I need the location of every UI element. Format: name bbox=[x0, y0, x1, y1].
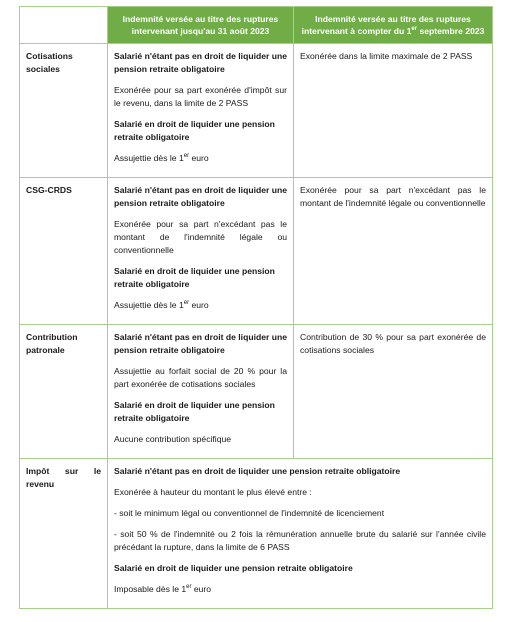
row-label-csg: CSG-CRDS bbox=[20, 178, 108, 325]
cell-cotisations-before bbox=[108, 44, 294, 178]
case-not-eligible-title: Salarié n'étant pas en droit de liquider une pension retraite obligatoire bbox=[114, 185, 287, 208]
header-until-aug-2023: Indemnité versée au titre des ruptures intervenant jusqu'au 31 août 2023 bbox=[108, 7, 294, 44]
row-label-line1 bbox=[26, 465, 101, 478]
case-not-eligible-text: Exonérée pour sa part exonérée d'impôt sur le revenu, dans la limite de 2 PASS bbox=[114, 85, 287, 108]
cell-csg-after bbox=[294, 178, 493, 325]
cell-contribution-before bbox=[108, 325, 294, 459]
case-eligible-text: Assujettie dès le 1er euro bbox=[114, 300, 209, 310]
rule-text: Contribution de 30 % pour sa part exonérée de cotisations sociales bbox=[300, 332, 486, 355]
bullet-fifty-percent: - soit 50 % de l'indemnité ou 2 fois la rémunération annuelle brute du salarié sur l'année civile précédant la rupture, dans la limite de 6 PASS bbox=[114, 529, 486, 552]
row-impot-revenu bbox=[20, 459, 493, 609]
case-eligible-title: Salarié en droit de liquider une pension retraite obligatoire bbox=[114, 400, 275, 423]
row-label-word: sur bbox=[64, 466, 79, 476]
cell-contribution-after bbox=[294, 325, 493, 459]
bullet-minimum: - soit le minimum légal ou conventionnel de l'indemnité de licenciement bbox=[114, 508, 385, 518]
header-from-sep-2023: Indemnité versée au titre des ruptures intervenant à compter du 1er septembre 2023 bbox=[294, 7, 493, 44]
case-not-eligible-title: Salarié n'étant pas en droit de liquider une pension retraite obligatoire bbox=[114, 466, 401, 476]
case-not-eligible-title: Salarié n'étant pas en droit de liquider une pension retraite obligatoire bbox=[114, 51, 287, 74]
row-label-line2: revenu bbox=[26, 479, 55, 489]
case-eligible-title: Salarié en droit de liquider une pension retraite obligatoire bbox=[114, 563, 353, 573]
case-eligible-title: Salarié en droit de liquider une pension retraite obligatoire bbox=[114, 266, 275, 289]
header-empty-cell bbox=[20, 7, 108, 44]
row-label-cotisations: Cotisations sociales bbox=[20, 44, 108, 178]
row-csg-crds bbox=[20, 178, 493, 325]
rule-text: Exonérée pour sa part n'excédant pas le montant de l'indemnité légale ou conventionnelle bbox=[300, 185, 486, 208]
cell-cotisations-after bbox=[294, 44, 493, 178]
case-not-eligible-title: Salarié n'étant pas en droit de liquider une pension retraite obligatoire bbox=[114, 332, 287, 355]
rule-text: Exonérée dans la limite maximale de 2 PASS bbox=[300, 51, 473, 61]
indemnity-comparison-table bbox=[19, 6, 493, 609]
case-eligible-title: Salarié en droit de liquider une pension retraite obligatoire bbox=[114, 119, 275, 142]
row-label-word: le bbox=[93, 466, 101, 476]
row-label-impot bbox=[20, 459, 108, 609]
row-contribution-patronale bbox=[20, 325, 493, 459]
row-cotisations-sociales bbox=[20, 44, 493, 178]
case-not-eligible-text: Exonérée pour sa part n'excédant pas le montant de l'indemnité légale ou conventionnelle bbox=[114, 219, 287, 255]
case-eligible-text: Assujettie dès le 1er euro bbox=[114, 153, 209, 163]
cell-csg-before bbox=[108, 178, 294, 325]
row-label-word: Impôt bbox=[26, 466, 50, 476]
cell-impot-merged bbox=[108, 459, 493, 609]
case-eligible-text: Imposable dès le 1er euro bbox=[114, 584, 212, 594]
header-row bbox=[20, 7, 493, 44]
case-not-eligible-text: Exonérée à hauteur du montant le plus élevé entre : bbox=[114, 487, 312, 497]
case-not-eligible-text: Assujettie au forfait social de 20 % pour la part exonérée de cotisations sociales bbox=[114, 366, 287, 389]
case-eligible-text: Aucune contribution spécifique bbox=[114, 434, 232, 444]
row-label-contribution: Contribution patronale bbox=[20, 325, 108, 459]
